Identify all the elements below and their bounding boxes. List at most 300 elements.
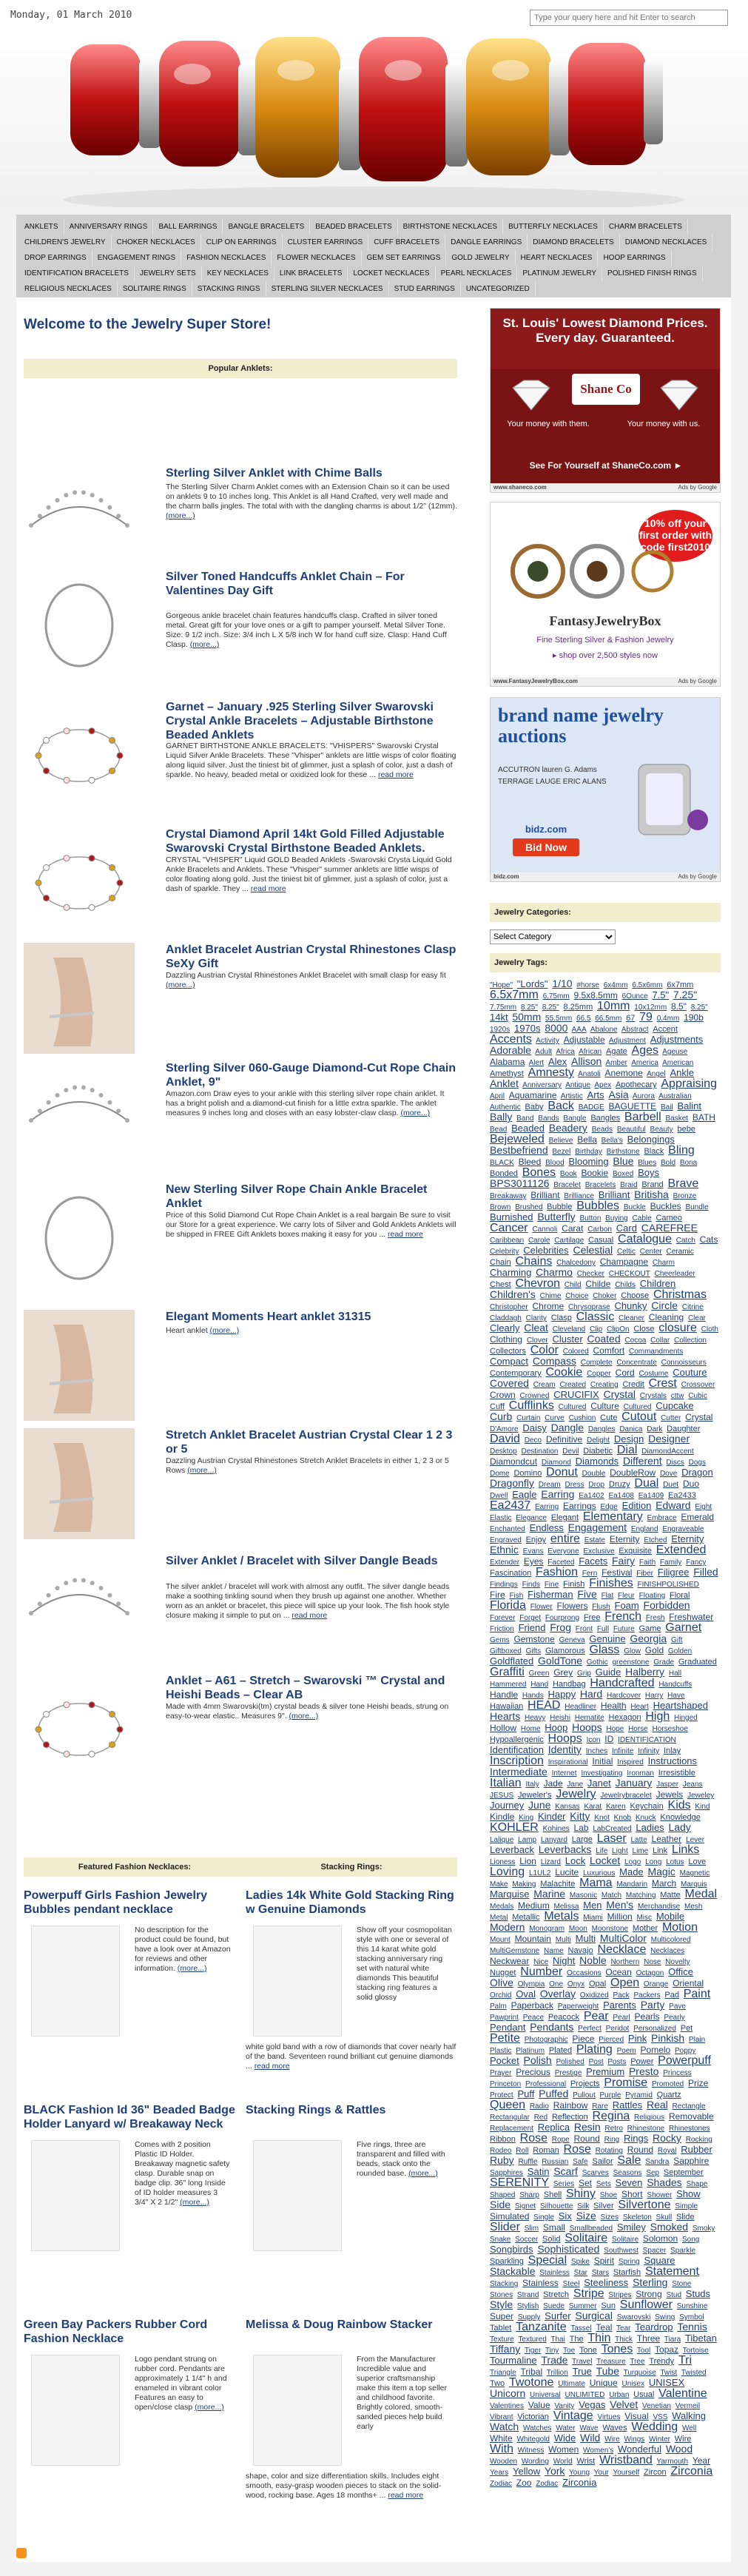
tag-link[interactable]: Making <box>512 1880 536 1889</box>
tag-link[interactable]: Flowers <box>556 1601 588 1611</box>
ad-cta[interactable]: ▸ shop over 2,500 styles now <box>553 651 658 660</box>
tag-link[interactable]: Nugget <box>490 1968 516 1977</box>
tag-link[interactable]: Slim <box>524 2224 539 2233</box>
tag-link[interactable]: Crest <box>648 1377 677 1390</box>
tag-link[interactable]: Celestial <box>573 1244 613 1256</box>
tag-link[interactable]: Lanyard <box>540 1836 567 1844</box>
ad-url[interactable]: www.FantasyJewelryBox.com <box>493 678 578 685</box>
tag-link[interactable]: Rope <box>551 2136 570 2144</box>
tag-link[interactable]: Claddagh <box>490 1314 522 1322</box>
tag-link[interactable]: Moon <box>568 1925 587 1933</box>
read-more-link[interactable]: read more <box>292 1611 328 1620</box>
read-more-link[interactable]: (more...) <box>195 2403 224 2412</box>
tag-link[interactable]: Ocean <box>605 1967 632 1977</box>
tag-link[interactable]: Bella <box>577 1134 597 1145</box>
tag-link[interactable]: Signet <box>514 2202 536 2210</box>
tag-link[interactable]: 0.4mm <box>656 1015 680 1023</box>
tag-link[interactable]: Cupcake <box>656 1400 694 1411</box>
tag-link[interactable]: Spring <box>618 2258 640 2266</box>
tag-link[interactable]: Adjustments <box>650 1034 704 1045</box>
tag-link[interactable]: Pullout <box>573 2091 596 2099</box>
tag-link[interactable]: Curve <box>545 1414 565 1422</box>
tag-link[interactable]: Pave <box>669 2002 686 2011</box>
nav-item[interactable]: PEARL NECKLACES <box>436 266 518 281</box>
tag-link[interactable]: Powerpuff <box>658 2054 711 2067</box>
tag-link[interactable]: ClipOn <box>607 1325 630 1334</box>
tag-link[interactable]: Protect <box>490 2091 513 2099</box>
tag-link[interactable]: "Hope" <box>490 981 513 989</box>
tag-link[interactable]: 7.5" <box>652 989 670 1001</box>
tag-link[interactable]: The <box>569 2335 584 2344</box>
tag-link[interactable]: Treasure <box>596 2358 626 2366</box>
tag-link[interactable]: Sizes <box>600 2213 619 2222</box>
tag-link[interactable]: Agate <box>606 1047 627 1056</box>
tag-link[interactable]: 66.5mm <box>595 1015 622 1023</box>
tag-link[interactable]: Earrings <box>562 1501 596 1511</box>
tag-link[interactable]: Accents <box>490 1033 532 1046</box>
tag-link[interactable]: Cookie <box>545 1366 583 1379</box>
tag-link[interactable]: Sharp <box>519 2191 539 2199</box>
tag-link[interactable]: Platinum <box>516 2047 545 2055</box>
product-thumbnail[interactable] <box>24 700 135 811</box>
category-select[interactable] <box>490 929 616 944</box>
tag-link[interactable]: Thick <box>615 2335 633 2344</box>
tag-link[interactable]: David <box>490 1433 520 1445</box>
tag-link[interactable]: Jeweler's <box>518 1791 552 1800</box>
tag-link[interactable]: Metallic <box>512 1913 540 1922</box>
tag-link[interactable]: 6.5x7mm <box>490 989 539 1001</box>
tag-link[interactable]: Cable <box>632 1214 652 1223</box>
read-more-link[interactable]: (more...) <box>166 981 195 989</box>
tag-link[interactable]: Tree <box>630 2358 645 2366</box>
tag-link[interactable]: Series <box>553 2180 575 2188</box>
tag-link[interactable]: Cats <box>699 1234 718 1245</box>
product-thumbnail[interactable] <box>253 2140 342 2251</box>
tag-link[interactable]: FINISHPOLISHED <box>637 1581 699 1589</box>
tag-link[interactable]: Knowledge <box>660 1813 701 1822</box>
tag-link[interactable]: Ladies <box>636 1822 664 1833</box>
tag-link[interactable]: Deco <box>524 1436 542 1445</box>
ads-by-google[interactable]: Ads by Google <box>678 873 717 880</box>
tag-link[interactable]: Tiger <box>524 2347 542 2355</box>
tag-link[interactable]: Rare <box>592 2102 608 2111</box>
tag-link[interactable]: Link <box>652 1846 668 1855</box>
tag-link[interactable]: Elegant <box>550 1513 579 1522</box>
tag-link[interactable]: Internet <box>551 1769 577 1778</box>
tag-link[interactable]: Pearls <box>634 2011 660 2022</box>
tag-link[interactable]: Bronze <box>673 1192 697 1200</box>
tag-link[interactable]: Stones <box>490 2291 513 2299</box>
tag-link[interactable]: Bones <box>522 1166 556 1179</box>
tag-link[interactable]: Twist <box>660 2369 678 2377</box>
tag-link[interactable]: Accent <box>653 1025 678 1034</box>
tag-link[interactable]: Night <box>552 1955 576 1966</box>
tag-link[interactable]: Teal <box>596 2322 613 2333</box>
tag-link[interactable]: Shades <box>647 2176 682 2188</box>
tag-link[interactable]: Stars <box>591 2269 610 2277</box>
tag-link[interactable]: Safe <box>573 2158 588 2166</box>
tag-link[interactable]: Personalized <box>633 2025 676 2033</box>
product-thumbnail[interactable] <box>31 2355 120 2466</box>
product-title[interactable]: Ladies 14k White Gold Stacking Ring w Genuine Diamonds <box>246 1889 454 1916</box>
nav-item[interactable]: CLUSTER EARRINGS <box>283 235 369 250</box>
tag-link[interactable]: Surfer <box>545 2310 571 2321</box>
nav-item[interactable]: CHARM BRACELETS <box>604 219 688 235</box>
tag-link[interactable]: Definitive <box>545 1434 583 1445</box>
tag-link[interactable]: Dragonfly <box>490 1477 534 1489</box>
tag-link[interactable]: March <box>651 1878 677 1889</box>
tag-link[interactable]: CAREFREE <box>641 1222 698 1234</box>
tag-link[interactable]: Icon <box>586 1736 601 1744</box>
ad-banner-bidz[interactable] <box>490 697 721 882</box>
tag-link[interactable]: Dial <box>616 1444 638 1456</box>
tag-link[interactable]: Rhinestones <box>669 2125 710 2133</box>
tag-link[interactable]: Presto <box>628 2065 659 2077</box>
tag-link[interactable]: Fine <box>544 1581 559 1589</box>
tag-link[interactable]: 8.25" <box>690 1003 708 1012</box>
tag-link[interactable]: Copper <box>587 1370 611 1378</box>
tag-link[interactable]: Chime <box>539 1292 562 1300</box>
tag-link[interactable]: Brushed <box>515 1203 543 1211</box>
tag-link[interactable]: Handcuffs <box>658 1681 693 1689</box>
tag-link[interactable]: Giftboxed <box>490 1647 522 1655</box>
tag-link[interactable]: Puffed <box>539 2088 569 2099</box>
tag-link[interactable]: Multicolored <box>650 1936 691 1944</box>
tag-link[interactable]: Adjustable <box>563 1035 605 1045</box>
tag-link[interactable]: Make <box>490 1880 508 1889</box>
tag-link[interactable]: Dove <box>659 1470 678 1478</box>
tag-link[interactable]: Promise <box>604 2076 648 2089</box>
tag-link[interactable]: Cocoa <box>624 1336 647 1345</box>
tag-link[interactable]: Collection <box>674 1336 707 1345</box>
tag-link[interactable]: Shiny <box>565 2187 596 2200</box>
tag-link[interactable]: Elastic <box>490 1514 512 1522</box>
tag-link[interactable]: Spacer <box>642 2247 667 2255</box>
tag-link[interactable]: Chalcedony <box>556 1259 596 1267</box>
tag-link[interactable]: Charm <box>652 1259 675 1267</box>
tag-link[interactable]: Rings <box>623 2133 649 2144</box>
tag-link[interactable]: Masonic <box>569 1891 598 1900</box>
tag-link[interactable]: BAGUETTE <box>608 1101 657 1112</box>
tag-link[interactable]: Diamonds <box>575 1456 619 1467</box>
tag-link[interactable]: Packers <box>633 1991 661 2000</box>
product-thumbnail[interactable] <box>24 943 135 1054</box>
tag-link[interactable]: Band <box>516 1114 534 1123</box>
tag-link[interactable]: Ages <box>631 1044 659 1057</box>
tag-link[interactable]: greenstone <box>612 1658 650 1667</box>
tag-link[interactable]: Petite <box>490 2032 520 2045</box>
tag-link[interactable]: Princess <box>663 2069 692 2077</box>
tag-link[interactable]: Flat <box>601 1592 614 1600</box>
tag-link[interactable]: closure <box>658 1322 697 1334</box>
tag-link[interactable]: Zodiac <box>490 2480 513 2488</box>
tag-link[interactable]: Rattles <box>612 2099 643 2111</box>
header-banner[interactable] <box>0 30 748 207</box>
tag-link[interactable]: Plain <box>688 2036 706 2044</box>
tag-link[interactable]: Olive <box>490 1977 513 1988</box>
tag-link[interactable]: Supply <box>517 2313 541 2321</box>
tag-link[interactable]: Valentines <box>490 2402 524 2410</box>
tag-link[interactable]: Circle <box>651 1299 678 1311</box>
tag-link[interactable]: Activity <box>536 1037 559 1045</box>
tag-link[interactable]: Clarity <box>525 1314 547 1322</box>
tag-link[interactable]: Beauty <box>650 1126 673 1134</box>
tag-link[interactable]: Enchanted <box>490 1525 525 1533</box>
tag-link[interactable]: African <box>579 1048 602 1056</box>
tag-link[interactable]: Bally <box>490 1111 513 1123</box>
tag-link[interactable]: Gothic <box>586 1658 608 1667</box>
tag-link[interactable]: Choice <box>565 1292 589 1300</box>
tag-link[interactable]: Wire <box>604 2435 620 2444</box>
tag-link[interactable]: Resin <box>573 2121 601 2133</box>
tag-link[interactable]: Jeweley <box>687 1792 715 1800</box>
tag-link[interactable]: Year <box>692 2455 711 2466</box>
tag-link[interactable]: MultiGemstone <box>490 1947 540 1955</box>
tag-link[interactable]: Promoted <box>651 2080 684 2088</box>
tag-link[interactable]: Infinite <box>611 1747 634 1755</box>
tag-link[interactable]: Irresistible <box>658 1769 695 1778</box>
tag-link[interactable]: Ruffle <box>518 2158 538 2166</box>
tag-link[interactable]: Size <box>576 2210 596 2222</box>
tag-link[interactable]: Solitaire <box>565 2232 608 2244</box>
tag-link[interactable]: Silk <box>577 2202 590 2210</box>
tag-link[interactable]: Rose <box>563 2143 591 2156</box>
tag-link[interactable]: Bead <box>490 1126 508 1134</box>
tag-link[interactable]: Blooming <box>568 1156 609 1167</box>
tag-link[interactable]: Ea2433 <box>667 1491 696 1500</box>
tag-link[interactable]: Druzy <box>608 1480 630 1489</box>
tag-link[interactable]: Photographic <box>524 2036 568 2044</box>
tag-link[interactable]: Comfort <box>593 1345 625 1356</box>
tag-link[interactable]: Dress <box>565 1481 584 1489</box>
tag-link[interactable]: Vanity <box>554 2402 575 2410</box>
tag-link[interactable]: Buying <box>605 1214 628 1223</box>
tag-link[interactable]: Venetian <box>642 2402 671 2410</box>
tag-link[interactable]: Skeleton <box>622 2213 652 2222</box>
tag-link[interactable]: Round <box>627 2145 654 2155</box>
tag-link[interactable]: Christopher <box>490 1303 528 1311</box>
tag-link[interactable]: Roll <box>516 2147 529 2155</box>
tag-link[interactable]: Cheerleader <box>654 1270 695 1278</box>
tag-link[interactable]: Statement <box>644 2265 699 2278</box>
nav-item[interactable]: DIAMOND BRACELETS <box>528 235 619 250</box>
tag-link[interactable]: Virtues <box>597 2413 621 2421</box>
tag-link[interactable]: Whitegold <box>516 2435 550 2444</box>
tag-link[interactable]: Wedding <box>631 2421 678 2433</box>
tag-link[interactable]: Hematite <box>574 1714 604 1722</box>
tag-link[interactable]: Men <box>583 1900 602 1911</box>
tag-link[interactable]: Delight <box>586 1436 610 1445</box>
tag-link[interactable]: Clothing <box>490 1334 523 1345</box>
tag-link[interactable]: Fascination <box>490 1569 532 1578</box>
tag-link[interactable]: Daughter <box>667 1425 701 1433</box>
tag-link[interactable]: Rectangle <box>672 2102 706 2111</box>
nav-item[interactable]: LOCKET NECKLACES <box>348 266 435 281</box>
tag-link[interactable]: UNLIMITED <box>565 2391 605 2399</box>
tag-link[interactable]: Mountain <box>514 1934 551 1944</box>
tag-link[interactable]: 10mm <box>597 1000 630 1012</box>
tag-link[interactable]: Motion <box>661 1921 698 1934</box>
tag-link[interactable]: Vibrant <box>490 2413 513 2421</box>
tag-link[interactable]: Hammered <box>490 1681 527 1689</box>
tag-link[interactable]: Puff <box>517 2088 535 2099</box>
tag-link[interactable]: Pocket <box>490 2055 519 2066</box>
tag-link[interactable]: Dangles <box>587 1425 616 1433</box>
tag-link[interactable]: Years <box>490 2469 509 2477</box>
tag-link[interactable]: Compass <box>532 1355 576 1367</box>
product-title[interactable]: Sterling Silver Anklet with Chime Balls <box>166 467 383 480</box>
tag-link[interactable]: HEAD <box>528 1699 561 1712</box>
tag-link[interactable]: Australian <box>658 1092 692 1100</box>
tag-link[interactable]: Solitaire <box>611 2236 639 2244</box>
tag-link[interactable]: Different <box>622 1455 662 1467</box>
ad-url[interactable]: www.shaneco.com <box>493 484 547 491</box>
tag-link[interactable]: Walking <box>672 2410 706 2421</box>
tag-link[interactable]: Watches <box>522 2424 552 2432</box>
tag-link[interactable]: Opal <box>588 1980 607 1988</box>
tag-link[interactable]: Replica <box>537 2122 570 2133</box>
tag-link[interactable]: Wooden <box>490 2458 518 2466</box>
tag-link[interactable]: Stainless <box>539 2269 570 2277</box>
tag-link[interactable]: Lotus <box>666 1858 684 1866</box>
tag-link[interactable]: Light <box>612 1847 628 1855</box>
tag-link[interactable]: Forever <box>490 1614 516 1622</box>
tag-link[interactable]: Winter <box>649 2435 670 2444</box>
tag-link[interactable]: Cufflinks <box>508 1399 554 1412</box>
tag-link[interactable]: Apothecary <box>615 1080 657 1089</box>
tag-link[interactable]: Fisherman <box>528 1589 573 1600</box>
tag-link[interactable]: Leverback <box>490 1844 534 1855</box>
tag-link[interactable]: Brilliant <box>598 1189 630 1200</box>
tag-link[interactable]: Cutter <box>661 1414 681 1422</box>
tag-link[interactable]: Clasp <box>550 1314 572 1322</box>
tag-link[interactable]: American <box>662 1059 694 1067</box>
tag-link[interactable]: Super <box>490 2311 514 2321</box>
tag-link[interactable]: World <box>553 2458 573 2466</box>
tag-link[interactable]: Tiny <box>545 2347 559 2355</box>
tag-link[interactable]: Crossover <box>681 1381 715 1389</box>
tag-link[interactable]: Visual <box>624 2411 649 2421</box>
tag-link[interactable]: Heavy <box>525 1714 546 1722</box>
tag-link[interactable]: Fire <box>490 1590 505 1600</box>
tag-link[interactable]: Stud <box>666 2291 682 2299</box>
tag-link[interactable]: Roman <box>533 2146 559 2155</box>
tag-link[interactable]: Cultured <box>623 1403 652 1411</box>
tag-link[interactable]: CHECKOUT <box>608 1270 650 1278</box>
tag-link[interactable]: AAA <box>571 1026 587 1034</box>
tag-link[interactable]: Fancy <box>686 1558 707 1567</box>
tag-link[interactable]: Wood <box>665 2443 693 2455</box>
tag-link[interactable]: Costume <box>639 1370 669 1378</box>
tag-link[interactable]: Bracelets <box>584 1181 616 1189</box>
tag-link[interactable]: Center <box>639 1248 662 1256</box>
tag-link[interactable]: Edward <box>656 1499 691 1511</box>
tag-link[interactable]: Birthstone <box>606 1148 640 1156</box>
tag-link[interactable]: Usual <box>633 2390 655 2399</box>
tag-link[interactable]: Gemstone <box>513 1634 555 1644</box>
tag-link[interactable]: Dwell <box>490 1492 508 1500</box>
tag-link[interactable]: Drop <box>588 1481 605 1489</box>
tag-link[interactable]: White <box>490 2433 513 2444</box>
tag-link[interactable]: Prize <box>687 2078 709 2088</box>
tag-link[interactable]: 10x12mm <box>634 1003 667 1012</box>
tag-link[interactable]: Misc <box>636 1914 653 1922</box>
tag-link[interactable]: Spirit <box>593 2256 615 2266</box>
tag-link[interactable]: Book <box>559 1170 577 1178</box>
tag-link[interactable]: Multi <box>575 1933 596 1944</box>
tag-link[interactable]: Sparkle <box>670 2247 696 2255</box>
tag-link[interactable]: Smallbeaded <box>569 2224 613 2233</box>
tag-link[interactable]: Karat <box>584 1803 602 1811</box>
tag-link[interactable]: Yourself <box>613 2469 640 2477</box>
product-title[interactable]: Sterling Silver 060-Gauge Diamond-Cut Rope Chain Anklet, 9" <box>166 1062 456 1089</box>
tag-link[interactable]: Premium <box>586 2066 625 2077</box>
tag-link[interactable]: Forget <box>519 1614 542 1622</box>
tag-link[interactable]: Casual <box>588 1236 614 1245</box>
tag-link[interactable]: Waves <box>602 2424 627 2432</box>
tag-link[interactable]: Fashion <box>536 1566 578 1578</box>
tag-link[interactable]: Fleur <box>618 1592 635 1600</box>
read-more-link[interactable]: (more...) <box>209 1326 240 1335</box>
tag-link[interactable]: Lizard <box>540 1858 561 1866</box>
tag-link[interactable]: Novelty <box>665 1958 690 1966</box>
tag-link[interactable]: Evans <box>522 1547 544 1556</box>
tag-link[interactable]: Zircon <box>644 2468 667 2477</box>
tag-link[interactable]: entire <box>550 1533 580 1545</box>
nav-item[interactable]: SOLITAIRE RINGS <box>118 281 192 297</box>
tag-link[interactable]: Replacement <box>490 2125 533 2133</box>
tag-link[interactable]: Leather <box>651 1834 682 1844</box>
tag-link[interactable]: cttw <box>670 1392 684 1400</box>
tag-link[interactable]: Marquis <box>680 1880 707 1889</box>
tag-link[interactable]: Wide <box>553 2432 576 2444</box>
nav-item[interactable]: DANGLE EARRINGS <box>445 235 528 250</box>
tag-link[interactable]: Tribal <box>520 2367 543 2377</box>
tag-link[interactable]: Allison <box>571 1055 602 1067</box>
tag-link[interactable]: Merchandise <box>637 1903 681 1911</box>
tag-link[interactable]: Lock <box>565 1855 586 1866</box>
tag-link[interactable]: BATH <box>692 1112 715 1123</box>
tag-link[interactable]: Inspirational <box>547 1758 588 1766</box>
tag-link[interactable]: Curb <box>490 1410 513 1422</box>
tag-link[interactable]: MultiColor <box>599 1932 647 1944</box>
tag-link[interactable]: 67 <box>626 1014 636 1023</box>
tag-link[interactable]: Sailor <box>592 2157 613 2166</box>
tag-link[interactable]: Chevron <box>515 1277 561 1290</box>
tag-link[interactable]: Pad <box>664 1991 679 2000</box>
tag-link[interactable]: Bracelet <box>553 1181 581 1189</box>
tag-link[interactable]: Heart <box>630 1703 649 1711</box>
tag-link[interactable]: Zirconia <box>670 2465 713 2478</box>
tag-link[interactable]: Knuck <box>635 1814 656 1822</box>
tag-link[interactable]: Made <box>619 1866 644 1877</box>
tag-link[interactable]: Glass <box>589 1644 620 1656</box>
tag-link[interactable]: Fairy <box>612 1555 636 1567</box>
tag-link[interactable]: Satin <box>527 2166 550 2177</box>
tag-link[interactable]: Belongings <box>627 1134 675 1145</box>
tag-link[interactable]: Brave <box>667 1177 699 1190</box>
tag-link[interactable]: Wristband <box>599 2454 653 2466</box>
tag-link[interactable]: Pierced <box>599 2036 624 2044</box>
product-title[interactable]: Garnet – January .925 Sterling Silver Swarovski Crystal Ankle Bracelets – Adjustable Birthstone Beaded Anklets <box>166 701 434 741</box>
tag-link[interactable]: Hoop <box>545 1722 568 1733</box>
tag-link[interactable]: Cancer <box>490 1222 528 1234</box>
tag-link[interactable]: April <box>490 1092 505 1100</box>
tag-link[interactable]: Everyone <box>547 1547 579 1556</box>
tag-link[interactable]: Discs <box>666 1459 684 1467</box>
tag-link[interactable]: Curtain <box>516 1414 541 1422</box>
tag-link[interactable]: Cleaning <box>648 1312 684 1322</box>
